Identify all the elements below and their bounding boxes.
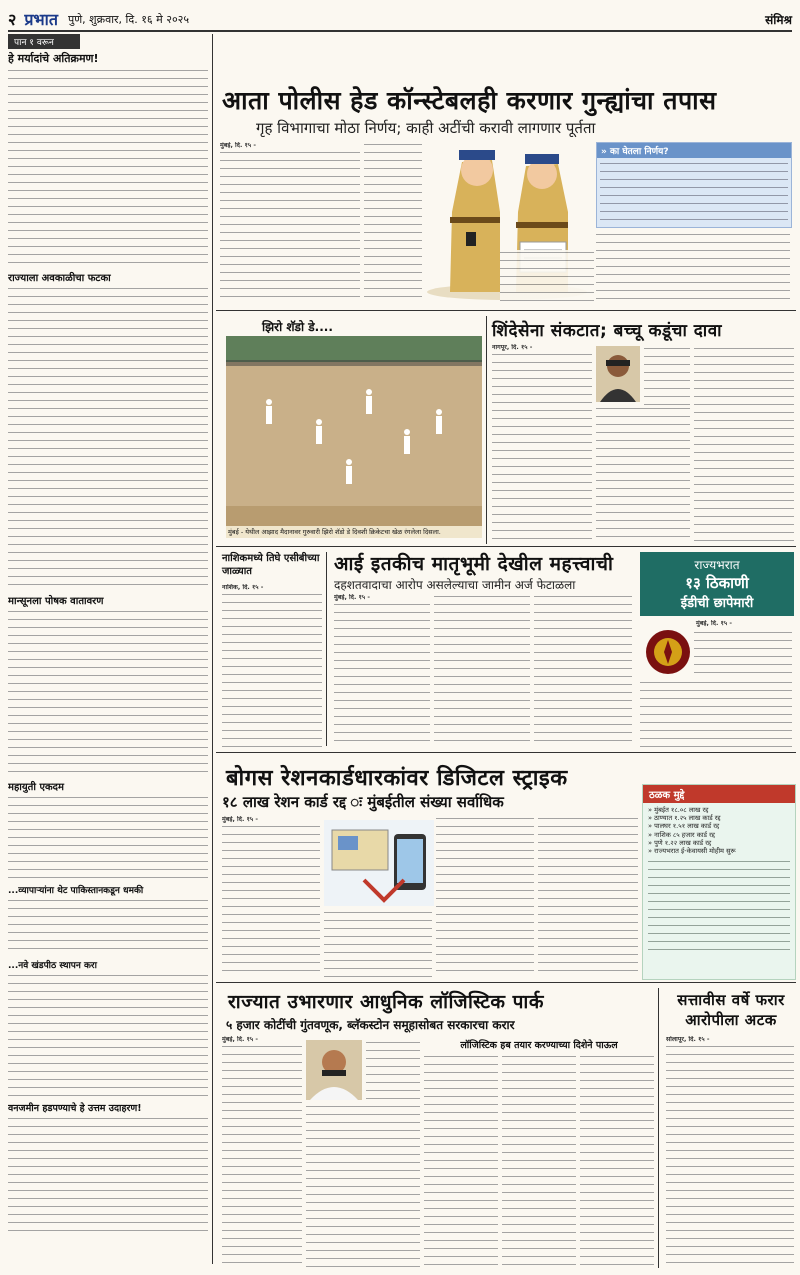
logistic-headline: राज्यात उभारणार आधुनिक लॉजिस्टिक पार्क xyxy=(228,991,544,1013)
monsoon-headline: मान्सूनला पोषक वातावरण xyxy=(8,596,104,607)
nashik-dateline: नाशिक, दि. १५ - xyxy=(222,584,264,591)
ed-raid-banner xyxy=(640,552,794,616)
nashik-headline: नाशिकमध्ये तिघे एसीबीच्या जाळ्यात xyxy=(222,553,320,577)
traders-body xyxy=(8,898,208,956)
highlight-item: » ठाण्यात १.२५ लाख कार्ड रद्द xyxy=(648,814,721,823)
shinde-headline: शिंदेसेना संकटात; बच्चू कडूंचा दावा xyxy=(492,321,723,341)
court-headline: आई इतकीच मातृभूमी देखील महत्त्वाची xyxy=(334,553,614,575)
fadnavis-photo xyxy=(306,1040,362,1100)
masthead xyxy=(8,8,792,32)
lead-body-col1 xyxy=(220,142,360,304)
logistic-dateline: मुंबई, दि. १५ - xyxy=(222,1036,258,1043)
ed-line2: १३ ठिकाणी xyxy=(685,574,749,592)
ed-dateline: मुंबई, दि. १५ - xyxy=(696,620,732,627)
logistic-subhead: ५ हजार कोटींची गुंतवणूक, ब्लॅकस्टोन समूहासोबत सरकारचा करार xyxy=(226,1018,515,1032)
why-decision-title: » का घेतला निर्णय? xyxy=(597,143,791,158)
mahayuti-body xyxy=(8,795,208,881)
continued-tag: पान १ वरून xyxy=(8,34,80,49)
bachchu-kadu-photo xyxy=(596,346,640,402)
forest-body xyxy=(8,1116,208,1236)
why-decision-box xyxy=(596,142,792,228)
ration-headline: बोगस रेशनकार्डधारकांवर डिजिटल स्ट्राइक xyxy=(226,766,568,791)
ration-card-illustration xyxy=(324,820,434,906)
highlight-item: » मुंबईत १८.०८ लाख रद्द xyxy=(648,806,709,814)
lead-subhead: गृह विभागाचा मोठा निर्णय; काही अटींची करावी लागणार पूर्तता xyxy=(256,119,596,137)
mahayuti-headline: महायुती एकदम xyxy=(8,782,64,793)
forest-headline: वनजमीन हडपण्याचे हे उत्तम उदाहरण! xyxy=(8,1103,142,1114)
column-divider xyxy=(212,34,213,1264)
bench-body xyxy=(8,973,208,1099)
court-subhead: दहशतवादाचा आरोप असलेल्याचा जामीन अर्ज फेटाळला xyxy=(334,578,576,592)
editorial-headline: हे मर्यादांचे अतिक्रमण! xyxy=(8,52,99,65)
photo-story-title: झिरो शॅडो डे.... xyxy=(262,320,333,334)
bench-headline: ...नवे खंडपीठ स्थापन करा xyxy=(8,961,97,971)
shinde-dateline: नागपूर, दि. १५ - xyxy=(492,344,533,351)
traders-headline: ...व्यापाऱ्यांना थेट पाकिस्तानकडून धमकी xyxy=(8,886,144,896)
highlights-title: ठळक मुद्दे xyxy=(643,785,795,803)
cricket-photo xyxy=(226,336,482,526)
left-column xyxy=(8,34,208,1267)
newspaper-logo: प्रभात xyxy=(24,10,58,29)
rain-body xyxy=(8,286,208,591)
highlights-box xyxy=(642,784,796,980)
date-line: पुणे, शुक्रवार, दि. १६ मे २०२५ xyxy=(67,12,190,26)
court-dateline: मुंबई, दि. १५ - xyxy=(334,594,370,601)
lead-dateline: मुंबई, दि. १५ - xyxy=(220,142,256,149)
ed-emblem-icon xyxy=(644,628,692,676)
lead-headline: आता पोलीस हेड कॉन्स्टेबलही करणार गुन्ह्यांचा तपास xyxy=(222,86,717,115)
logistic-inner-title: लॉजिस्टिक हब तयार करण्याच्या दिशेने पाऊल xyxy=(460,1040,618,1051)
ed-line1: राज्यभरात xyxy=(694,558,740,572)
page-number: २ xyxy=(8,10,17,29)
ration-dateline: मुंबई, दि. १५ - xyxy=(222,816,258,823)
fugitive-dateline: सोलापूर, दि. १५ - xyxy=(666,1036,710,1043)
editorial-body xyxy=(8,68,208,268)
highlight-item: » राज्यभरात ई-केवायसी मोहीम सुरू xyxy=(648,847,736,856)
lead-side-column xyxy=(596,142,792,308)
monsoon-body xyxy=(8,609,208,777)
section-label: संमिश्र xyxy=(765,12,792,27)
ration-subhead: १८ लाख रेशन कार्ड रद्द ः मुंबईतील संख्या सर्वाधिक xyxy=(222,793,504,811)
highlight-item: » पुणे १.२२ लाख कार्ड रद्द xyxy=(648,838,712,847)
highlight-item: » नाशिक ८५ हजार कार्ड रद्द xyxy=(648,830,715,839)
highlight-item: » पालघर १.५१ लाख कार्ड रद्द xyxy=(648,822,720,831)
photo-caption: मुंबई - येथील आझाद मैदानावर गुरुवारी झिरो शॅडो डे दिवशी क्रिकेटचा खेळ रंगलेला दिसला. xyxy=(226,526,482,538)
rain-headline: राज्याला अवकाळीचा फटका xyxy=(8,273,111,284)
fugitive-headline: सत्तावीस वर्षे फरार आरोपीला अटक xyxy=(677,991,785,1029)
ed-line3: ईडीची छापेमारी xyxy=(680,596,754,611)
